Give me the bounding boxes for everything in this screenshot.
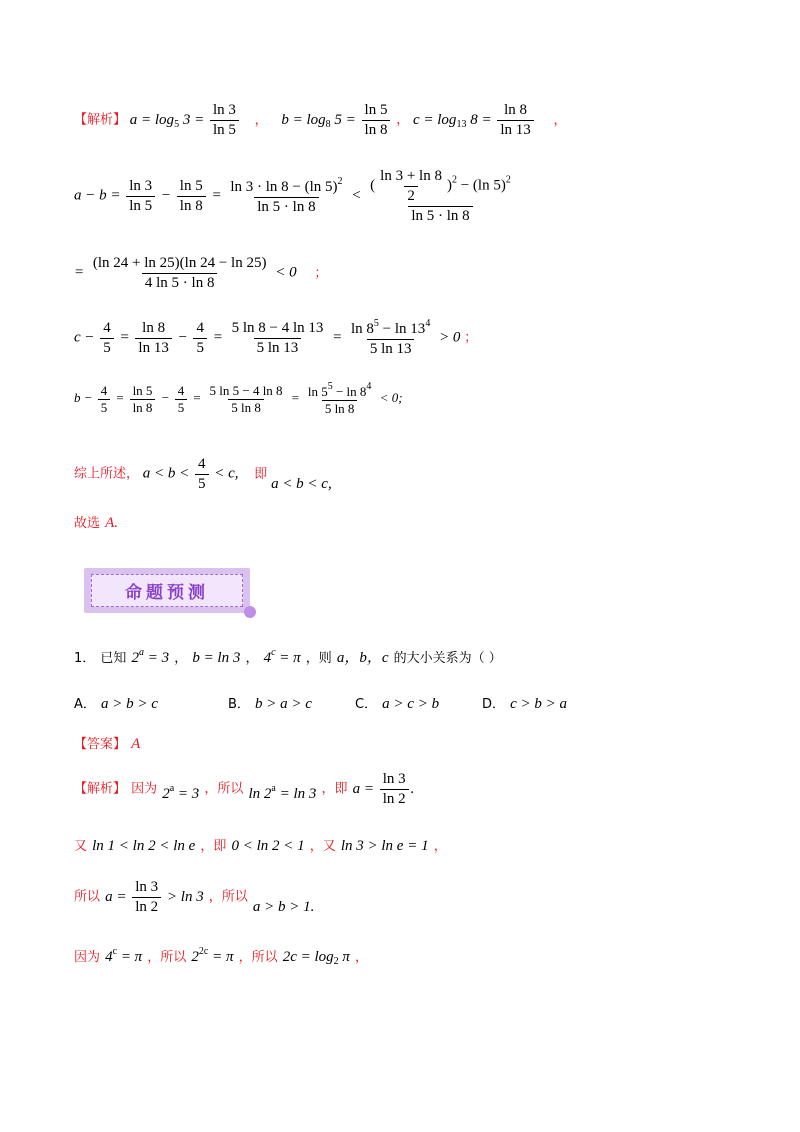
formula-a: $a = \log_5 3$ = $\frac{\ln 3}{\ln 5}$ [130,112,241,128]
option-c[interactable] [355,693,439,713]
formula-c: $c = \log_{13} 8$ = $\frac{\ln 8}{\ln 13}$ [413,112,536,128]
solution-line-2: a − b = $\frac{\ln 3}{\ln 5}$ − $\frac{\ln 5}{\ln 8}$ = $\frac{\ln 3 \cdot \ln 8 - (\ln 5)^2}{\ln 5 \cdot \ln 8}$ < ( $\frac{\ln 3 + \ln 8}{2}$ )$^2$ − (ln 5)$^2$ ln 5 · ln 8 [74,168,511,224]
option-text: c > b > a [510,696,568,712]
option-letter: D． [482,697,506,712]
explanation-line-4: 因为 $4^c = \pi$ ，所以 $2^{2c} = \pi$ ，所以 $2c = \log_2 \pi$ ， [74,946,369,967]
solution-line-1: 【解析】 $a = \log_5 3$ = $\frac{\ln 3}{\ln 5}$ ， $b = \log_8 5$ = $\frac{\ln 5}{\ln 8}$ ， $c = \log_{13} 8$ = $\frac{\ln 8}{\ln 13}$ ， [74,102,567,138]
formula-b: $b = \log_8 5$ = $\frac{\ln 5}{\ln 8}$ [281,112,392,128]
answer-line [74,733,140,753]
option-b[interactable] [228,693,312,713]
solution-conclusion: 故选 A. [74,515,119,531]
option-text: a > c > b [382,696,440,712]
question-number: 1． [74,651,96,666]
solution-line-5: b − $\frac{4}{5}$ = $\frac{\ln 5}{\ln 8}$ − $\frac{4}{5}$ = $\frac{5 \ln 5 - 4 \ln 8}{5 \ln 8}$ = $\frac{\ln 5^5 - \ln 8^4}{5 \ln 8}$ < 0; [74,381,403,417]
option-d[interactable] [482,693,567,713]
option-text: a > b > c [101,696,158,712]
solution-summary: 综上所述， a < b < $\frac{4}{5}$ < c, 即 a < b < c, [74,456,332,492]
option-letter: C． [355,697,378,712]
solution-line-3: = $\frac{(\ln 24 + \ln 25)(\ln 24 - \ln 25)}{4 \ln 5 \cdot \ln 8}$ < 0 ； [74,255,328,291]
option-a[interactable] [74,693,158,713]
section-banner-title: 命题预测 [125,583,209,603]
explanation-line-1: 【解析】 因为 $2^a = 3$ ，所以 $\ln 2^a = \ln 3$ ，即 a = $\frac{\ln 3}{\ln 2}$ . [74,771,415,807]
question-stem: 1． 已知 $2^a = 3$ ， b = ln 3 ， $4^c = \pi$ ，则 a，b，c 的大小关系为（ ） [74,647,502,666]
explanation-line-2: 又 ln 1 < ln 2 < ln e ，即 0 < ln 2 < 1 ，又 ln 3 > ln e = 1 ， [74,838,447,854]
solution-line-4: c − $\frac{4}{5}$ = $\frac{\ln 8}{\ln 13}$ − $\frac{4}{5}$ = $\frac{5 \ln 8 - 4 \ln 13}{5 \ln 13}$ = $\frac{\ln 8^5 - \ln 13^4}{5 \ln 13}$ > 0 ； [74,318,478,357]
solution-label: 【解析】 [74,112,127,128]
option-letter: A． [74,697,96,712]
option-text: b > a > c [255,696,312,712]
banner-decoration-dot [244,606,256,618]
answer-label: 【答案】 [74,737,127,752]
option-letter: B． [228,697,250,712]
answer-value: A [131,736,141,752]
explanation-label: 【解析】 [74,781,127,797]
explanation-line-3: 所以 a = $\frac{\ln 3}{\ln 2}$ > ln 3 ，所以 a > b > 1. [74,879,315,915]
section-banner [84,568,250,613]
